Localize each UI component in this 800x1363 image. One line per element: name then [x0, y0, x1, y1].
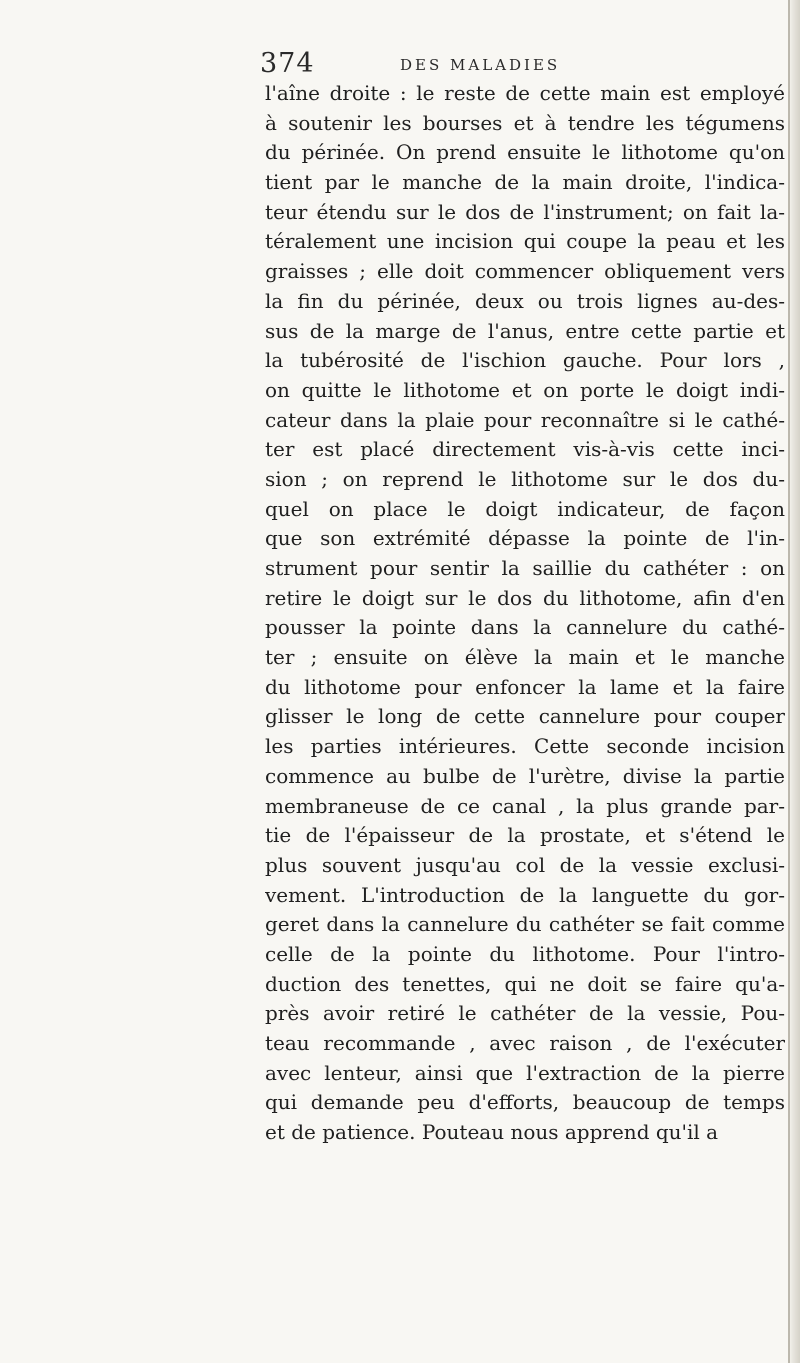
page-number: 374 — [260, 48, 315, 79]
text-line: cateur dans la plaie pour reconnaître si le cathé- — [265, 407, 785, 432]
page-edge-line — [788, 0, 790, 1363]
text-line: retire le doigt sur le dos du lithotome, afin d'en — [265, 585, 785, 610]
text-line: téralement une incision qui coupe la peau et les — [265, 229, 785, 254]
text-line: teur étendu sur le dos de l'instrument; on fait la- — [265, 199, 785, 224]
running-title: DES MALADIES — [400, 56, 561, 74]
text-line: avec lenteur, ainsi que l'extraction de la pierre — [265, 1060, 785, 1085]
text-line: celle de la pointe du lithotome. Pour l'intro- — [265, 941, 785, 966]
text-line: commence au bulbe de l'urètre, divise la partie — [265, 763, 785, 788]
text-line: quel on place le doigt indicateur, de façon — [265, 496, 785, 521]
text-line: du périnée. On prend ensuite le lithotome qu'on — [265, 140, 785, 165]
text-line: geret dans la cannelure du cathéter se fait comme — [265, 912, 785, 937]
text-line: les parties intérieures. Cette seconde incision — [265, 734, 785, 759]
text-line: sion ; on reprend le lithotome sur le dos du- — [265, 466, 785, 491]
text-line: graisses ; elle doit commencer obliquement vers — [265, 259, 785, 284]
text-line: membraneuse de ce canal , la plus grande par- — [265, 793, 785, 818]
text-line: la fin du périnée, deux ou trois lignes au-des- — [265, 288, 785, 313]
text-line: pousser la pointe dans la cannelure du cathé- — [265, 615, 785, 640]
text-line: et de patience. Pouteau nous apprend qu'il a — [265, 1120, 719, 1145]
text-line: on quitte le lithotome et on porte le doigt indi- — [265, 377, 785, 402]
text-line: tie de l'épaisseur de la prostate, et s'étend le — [265, 823, 785, 848]
text-line: teau recommande , avec raison , de l'exécuter — [265, 1031, 785, 1055]
text-line: du lithotome pour enfoncer la lame et la faire — [265, 674, 785, 699]
text-line: qui demande peu d'efforts, beaucoup de temps — [265, 1090, 785, 1115]
text-line: près avoir retiré le cathéter de la vessie, Pou- — [265, 1001, 785, 1026]
text-line: strument pour sentir la saillie du cathéter : on — [265, 556, 785, 580]
text-line: tient par le manche de la main droite, l'indica- — [265, 170, 785, 195]
text-line: ter ; ensuite on élève la main et le manche — [265, 645, 785, 670]
text-line: sus de la marge de l'anus, entre cette partie et — [265, 318, 785, 343]
text-line: la tubérosité de l'ischion gauche. Pour lors , — [265, 348, 785, 373]
text-line: glisser le long de cette cannelure pour couper — [265, 704, 785, 729]
text-line: plus souvent jusqu'au col de la vessie exclusi- — [265, 852, 785, 877]
text-line: à soutenir les bourses et à tendre les tégumens — [265, 110, 785, 135]
body-text — [265, 79, 785, 1148]
text-line: l'aîne droite : le reste de cette main est employé — [265, 81, 785, 105]
text-line: que son extrémité dépasse la pointe de l'in- — [265, 526, 785, 551]
text-line: ter est placé directement vis-à-vis cette inci- — [265, 437, 785, 462]
text-line: vement. L'introduction de la languette du gor- — [265, 882, 785, 907]
text-line: duction des tenettes, qui ne doit se faire qu'a- — [265, 971, 785, 996]
